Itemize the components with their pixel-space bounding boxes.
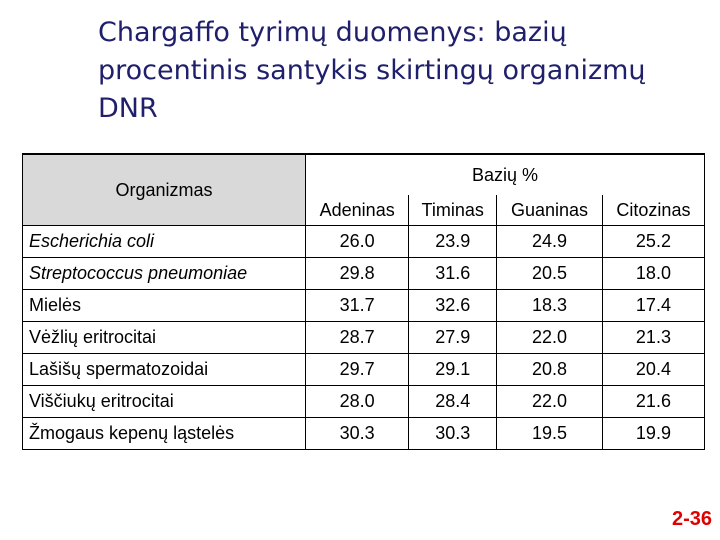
slide-title: Chargaffo tyrimų duomenys: bazių procentinis santykis skirtingų organizmų DNR xyxy=(98,17,646,124)
column-header-guanine: Guaninas xyxy=(497,195,603,226)
base-composition-table xyxy=(22,153,705,450)
column-header-cytosine: Citozinas xyxy=(602,195,704,226)
thymine-value: 29.1 xyxy=(409,354,497,386)
guanine-value: 20.8 xyxy=(497,354,603,386)
column-header-adenine: Adeninas xyxy=(306,195,409,226)
table-row xyxy=(23,354,705,386)
adenine-value: 28.7 xyxy=(306,322,409,354)
cytosine-value: 20.4 xyxy=(602,354,704,386)
cytosine-value: 19.9 xyxy=(602,418,704,450)
table-row xyxy=(23,386,705,418)
table-row xyxy=(23,322,705,354)
thymine-value: 27.9 xyxy=(409,322,497,354)
organism-name: Streptococcus pneumoniae xyxy=(23,258,306,290)
base-percent-group-header: Bazių % xyxy=(306,154,705,195)
table-row xyxy=(23,290,705,322)
cytosine-value: 25.2 xyxy=(602,226,704,258)
table-row xyxy=(23,258,705,290)
adenine-value: 30.3 xyxy=(306,418,409,450)
guanine-value: 22.0 xyxy=(497,386,603,418)
adenine-value: 29.8 xyxy=(306,258,409,290)
organism-name: Žmogaus kepenų ląstelės xyxy=(23,418,306,450)
guanine-value: 19.5 xyxy=(497,418,603,450)
organism-name: Vėžlių eritrocitai xyxy=(23,322,306,354)
thymine-value: 32.6 xyxy=(409,290,497,322)
thymine-value: 31.6 xyxy=(409,258,497,290)
cytosine-value: 21.6 xyxy=(602,386,704,418)
organism-name: Lašišų spermatozoidai xyxy=(23,354,306,386)
adenine-value: 29.7 xyxy=(306,354,409,386)
organism-name: Viščiukų eritrocitai xyxy=(23,386,306,418)
adenine-value: 31.7 xyxy=(306,290,409,322)
guanine-value: 20.5 xyxy=(497,258,603,290)
cytosine-value: 21.3 xyxy=(602,322,704,354)
organism-column-header: Organizmas xyxy=(23,154,306,226)
table-row xyxy=(23,418,705,450)
guanine-value: 22.0 xyxy=(497,322,603,354)
thymine-value: 23.9 xyxy=(409,226,497,258)
organism-name: Escherichia coli xyxy=(23,226,306,258)
cytosine-value: 18.0 xyxy=(602,258,704,290)
thymine-value: 28.4 xyxy=(409,386,497,418)
guanine-value: 24.9 xyxy=(497,226,603,258)
guanine-value: 18.3 xyxy=(497,290,603,322)
page-number: 2-36 xyxy=(671,508,712,530)
table-row xyxy=(23,226,705,258)
adenine-value: 26.0 xyxy=(306,226,409,258)
column-header-thymine: Timinas xyxy=(409,195,497,226)
cytosine-value: 17.4 xyxy=(602,290,704,322)
adenine-value: 28.0 xyxy=(306,386,409,418)
organism-name: Mielės xyxy=(23,290,306,322)
thymine-value: 30.3 xyxy=(409,418,497,450)
